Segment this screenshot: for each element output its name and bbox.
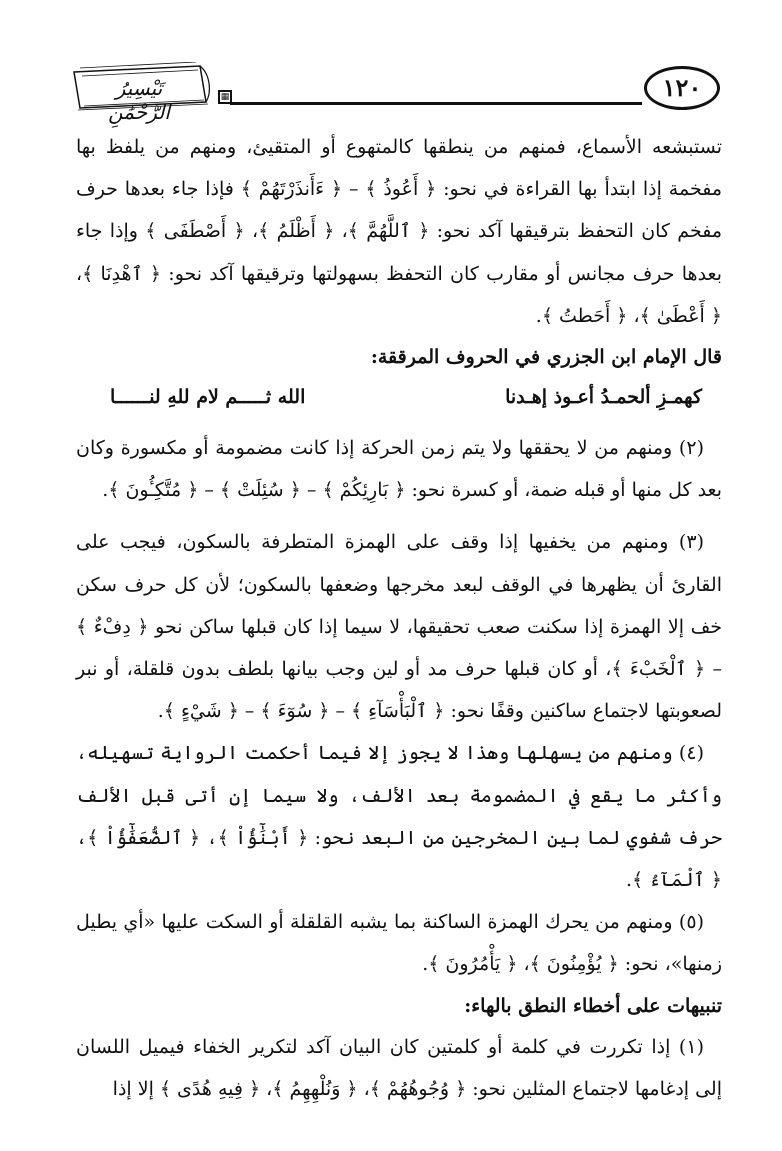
paragraph-6: (١) إذا تكررت في كلمة أو كلمتين كان البيان آكد لتكرير الخفاء فيميل اللسان إلى إدغامها لاجتماع المثلين نحو: ﴿ وُجُوهُهُمْ ﴾، ﴿ وَنُلْهِهِمُ ﴾، ﴿ فِيهِ هُدًى ﴾ إلا إذا [76, 1035, 722, 1100]
paragraph-3: (٣) ومنهم من يخفيها إذا وقف على الهمزة المتطرفة بالسكون، فيجب على القارئ أن يظهرها في الوقف لبعد مخرجها وضعفها بالسكون؛ لأن كل حرف سكن خف إلا الهمزة إذا سكنت صعب تحقيقها، لا سيما إذا كان قبلها ساكن نحو ﴿ دِفْءٌ ﴾ – ﴿ ٱلْخَبْءَ ﴾، أو كان قبلها حرف مد أو لين وجب بيانها بلطف بدون قلقلة، أو نبر لصعوبتها لاجتماع ساكنين وقفًا نحو: ﴿ ٱلْبَأْسَآءِ ﴾ – ﴿ سُوٓءَ ﴾ – ﴿ شَيْءٍ ﴾. [76, 531, 722, 723]
paragraph-4: (٤) ومنهم من يسهلها وهذا لا يجوز إلا فيما أحكمت الرواية تسهيله، وأكثر ما يقع في المضمومة بعد الألف، ولا سيما إن أتى قبل الألف حرف شفوي لما بين المخرجين من البعد نحو: ﴿ أَبْنَٰٓؤُاْ ﴾، ﴿ ٱلضُّعَفَٰٓؤُاْ ﴾، ﴿ ٱلْمَآءُ ﴾. [76, 742, 722, 892]
book-title: تَيْسِيرُ الرَّحْمَٰنِ [108, 76, 170, 124]
ornament-icon: ▦ [218, 90, 232, 104]
page-header [70, 62, 720, 122]
verse-hemistich-right: كهمـزِ ألحمـدُ أعـوذ إهـدنا [505, 386, 702, 409]
section-heading-haa: تنبيهات على أخطاء النطق بالهاء: [464, 994, 722, 1017]
paragraph-5: (٥) ومنهم من يحرك الهمزة الساكنة بما يشبه القلقلة أو السكت عليها «أي يطيل زمنها»، نحو: ﴿ يُؤْمِنُونَ ﴾، ﴿ يَأْمُرُونَ ﴾. [76, 911, 722, 976]
section-heading-ibn-jazari: قال الإمام ابن الجزري في الحروف المرققة: [370, 346, 722, 369]
paragraph-1: تستبشعه الأسماع، فمنهم من ينطقها كالمتهوع أو المتقيئ، ومنهم من يلفظ بها مفخمة إذا ابتدأ بها القراءة في نحو: ﴿ أَعُوذُ ﴾ – ﴿ ءَأَنذَرْتَهُمْ ﴾ فإذا جاء بعدها حرف مفخم كان التحفظ بترقيقها آكد نحو: ﴿ ٱللَّهُمَّ ﴾، ﴿ أَظْلَمُ ﴾، ﴿ أَصْطَفَى ﴾ وإذا جاء بعدها حرف مجانس أو مقارب كان التحفظ بسهولتها وترقيقها آكد نحو: ﴿ ٱهْدِنَا ﴾، ﴿ أَعْطَىٰ ﴾، ﴿ أَحَطتُ ﴾. [76, 136, 722, 327]
main-text [76, 126, 722, 1110]
header-rule [230, 102, 642, 105]
paragraph-2: (٢) ومنهم من لا يحققها ولا يتم زمن الحركة إذا كانت مضمومة أو مكسورة وكان بعد كل منها أو قبله ضمة، أو كسرة نحو: ﴿ بَارِئِكُمْ ﴾ – ﴿ سُئِلَتْ ﴾ – ﴿ مُتَّكِـُٔونَ ﴾. [76, 437, 722, 502]
page-number: ١٢٠ [644, 66, 720, 110]
poem-verse [76, 377, 722, 417]
verse-hemistich-left: الله ثـــــم لام للهِ لنــــــا [110, 386, 306, 409]
